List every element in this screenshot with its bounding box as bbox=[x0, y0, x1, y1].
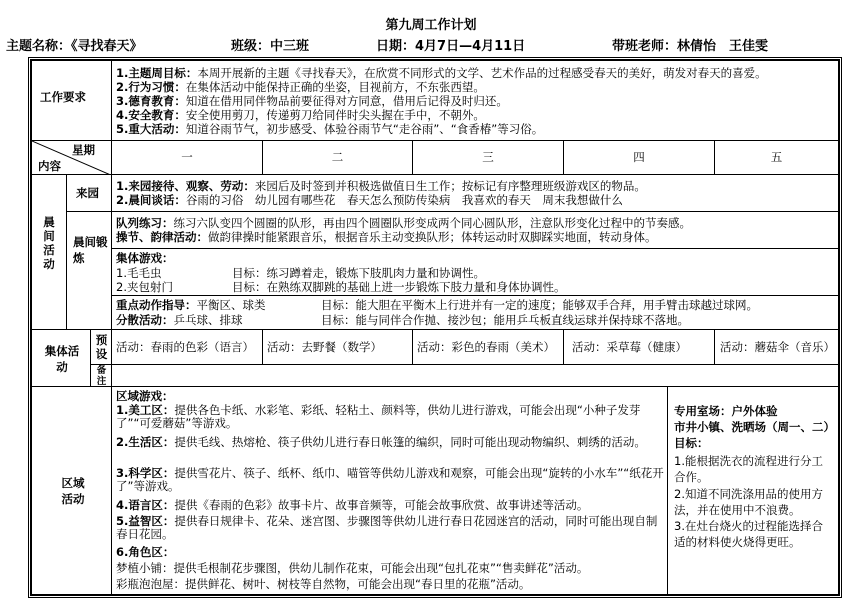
area-item: 3.科学区：提供雪花片、筷子、纸杯、纸巾、喵管等供幼儿游戏和观察，可能会出现“旋转的小水车”“纸花开了”等游戏。 bbox=[116, 466, 664, 493]
area-item: 5.益智区：提供春日规律卡、花朵、迷宫图、步骤图等供幼儿进行春日花园迷宫的活动，同时可能出现自制春日花园。 bbox=[116, 514, 658, 541]
special-room: 专用室场：户外体验 bbox=[674, 404, 778, 418]
group-games-cell bbox=[111, 248, 839, 296]
group-game-goal: 目标：练习蹲着走，锻炼下肢肌肉力量和协调性。 bbox=[232, 266, 485, 280]
week-corner-top: 星期 bbox=[72, 143, 95, 157]
group-label: 集体活动 bbox=[44, 344, 80, 374]
activity-cell bbox=[714, 329, 839, 365]
activity-label: 活动：采草莓（健康） bbox=[572, 340, 687, 354]
week-corner-bottom: 内容 bbox=[38, 159, 61, 173]
work-item: 5.重大活动：知道谷雨节气，初步感受、体验谷雨节气“走谷雨”、“食香椿”等习俗。 bbox=[116, 122, 544, 136]
arrival-content-cell bbox=[111, 174, 839, 212]
activity-label: 活动：蘑菇伞（音乐） bbox=[720, 340, 835, 354]
work-item: 3.德育教育：知道在借用同伴物品前要征得对方同意，借用后记得及时归还。 bbox=[116, 94, 508, 108]
morning-label: 晨间活动 bbox=[43, 215, 55, 271]
plan-label: 预设 bbox=[95, 333, 108, 361]
page-title: 第九周工作计划 bbox=[385, 18, 477, 33]
note-label: 备注 bbox=[96, 365, 107, 387]
date-range: 日期：4月7日—4月11日 bbox=[376, 39, 526, 54]
special-room-cell bbox=[667, 386, 839, 595]
arrival-label: 来园 bbox=[76, 186, 99, 200]
day-cell bbox=[563, 140, 715, 175]
group-label-cell bbox=[31, 329, 91, 387]
day-cell bbox=[111, 140, 263, 175]
area-item: 1.美工区：提供各色卡纸、水彩笔、彩纸、轻粘土、颜料等，供幼儿进行游戏，可能会出现“小种子发芽了”“可爱蘑菇”等游戏。 bbox=[116, 403, 641, 430]
activity-label: 活动：去野餐（数学） bbox=[267, 340, 382, 354]
goal-head: 目标： bbox=[674, 436, 709, 450]
work-item: 2.行为习惯：在集体活动中能保持正确的坐姿，目视前方，不东张西望。 bbox=[116, 80, 485, 94]
area-label-cell bbox=[31, 386, 112, 595]
drill-cell bbox=[111, 211, 839, 249]
group-game-name: 2.夹包射门 bbox=[116, 280, 173, 294]
group-games-head: 集体游戏： bbox=[116, 251, 174, 265]
morning-label-cell bbox=[31, 174, 67, 330]
work-label: 工作要求 bbox=[40, 90, 86, 104]
exercise-label-cell bbox=[66, 211, 112, 330]
activity-cell bbox=[412, 329, 564, 365]
teacher-names: 带班老师：林倩怡 王佳雯 bbox=[612, 39, 769, 54]
area-item: 4.语言区：提供《春雨的色彩》故事卡片、故事音频等，可能会故事欣赏、故事讲述等活动。 bbox=[116, 498, 589, 512]
group-game-goal: 目标：在熟练双脚跳的基础上进一步锻炼下肢力量和身体协调性。 bbox=[232, 280, 566, 294]
note-label-cell bbox=[90, 364, 112, 387]
day-label: 五 bbox=[770, 150, 783, 164]
work-item: 1.主题周目标：本周开展新的主题《寻找春天》，在欣赏不同形式的文学、艺术作品的过程感受春天的美好，萌发对春天的喜爱。 bbox=[116, 66, 767, 80]
goal-item: 1.能根据洗衣的流程进行分工合作。 bbox=[674, 454, 823, 484]
drill-item: 操节、韵律活动：做韵律操时能紧跟音乐，根据音乐主动变换队形；体转运动时双脚踩实地面，转动身体。 bbox=[116, 230, 657, 244]
activity-cell bbox=[111, 329, 263, 365]
area-head: 区域游戏： bbox=[116, 389, 174, 403]
focus-item: 分散活动：乒乓球、排球 bbox=[116, 313, 243, 327]
work-content-cell bbox=[111, 60, 839, 141]
goal-item: 3.在灶台烧火的过程能选择合适的材料使火烧得更旺。 bbox=[674, 519, 823, 549]
focus-goal: 目标：能与同伴合作抛、接沙包；能用乒乓板直线运球并保持球不落地。 bbox=[321, 313, 689, 327]
day-label: 一 bbox=[181, 150, 193, 164]
role-item: 梦植小铺：提供毛根制花步骤图，供幼儿制作花束，可能会出现“包扎花束”“售卖鲜花”活动。 bbox=[116, 561, 589, 575]
work-label-cell bbox=[31, 60, 112, 141]
drill-item: 队列练习：练习六队变四个圆圈的队形，再由四个圆圈队形变成两个同心圆队形，注意队形变化过程中的节奏感。 bbox=[116, 216, 691, 230]
activity-cell bbox=[262, 329, 413, 365]
area-item: 2.生活区：提供毛线、热熔枪、筷子供幼儿进行春日帐篷的编织，同时可能出现动物编织、刺绣的活动。 bbox=[116, 435, 646, 449]
activity-cell bbox=[563, 329, 715, 365]
day-label: 三 bbox=[482, 150, 494, 164]
note-content-cell bbox=[111, 364, 839, 387]
role-item: 彩瓶泡泡屋：提供鲜花、树叶、树枝等自然物，可能会出现“春日里的花瓶”活动。 bbox=[116, 577, 531, 591]
area-label: 区域活动 bbox=[61, 476, 85, 506]
theme-name: 主题名称：《寻找春天》 bbox=[6, 39, 143, 54]
plan-label-cell bbox=[90, 329, 112, 365]
week-corner-cell bbox=[31, 140, 112, 175]
goal-item: 2.知道不同洗涤用品的使用方法，并在使用中不浪费。 bbox=[674, 487, 823, 517]
exercise-label: 晨间锻炼 bbox=[73, 235, 108, 265]
arrival-label-cell bbox=[66, 174, 112, 212]
special-place: 市井小镇、洗晒场（周一、二） bbox=[674, 420, 835, 434]
role-head: 6.角色区： bbox=[116, 545, 175, 559]
arrival-item: 2.晨间谈话：谷雨的习俗 幼儿园有哪些花 春天怎么预防传染病 我喜欢的春天 周末我想做什么 bbox=[116, 193, 623, 207]
area-content-cell bbox=[111, 386, 668, 595]
day-label: 二 bbox=[331, 150, 344, 164]
focus-item: 重点动作指导：平衡区、球类 bbox=[116, 298, 266, 312]
day-label: 四 bbox=[633, 150, 645, 164]
activity-label: 活动：春雨的色彩（语言） bbox=[116, 340, 254, 354]
focus-cell bbox=[111, 295, 839, 330]
class-name: 班级：中三班 bbox=[231, 39, 310, 54]
work-item: 4.安全教育：安全使用剪刀，传递剪刀给同伴时尖头握在手中，不朝外。 bbox=[116, 108, 485, 122]
day-cell bbox=[714, 140, 839, 175]
focus-goal: 目标：能大胆在平衡木上行进并有一定的速度；能够双手合拜，用手臂击球越过球网。 bbox=[321, 298, 758, 312]
activity-label: 活动：彩色的春雨（美术） bbox=[417, 340, 555, 354]
arrival-item: 1.来园接待、观察、劳动：来园后及时签到并积极选做值日生工作；按标记有序整理班级游戏区的物品。 bbox=[116, 179, 646, 193]
day-cell bbox=[262, 140, 413, 175]
group-game-name: 1.毛毛虫 bbox=[116, 266, 162, 280]
day-cell bbox=[412, 140, 564, 175]
